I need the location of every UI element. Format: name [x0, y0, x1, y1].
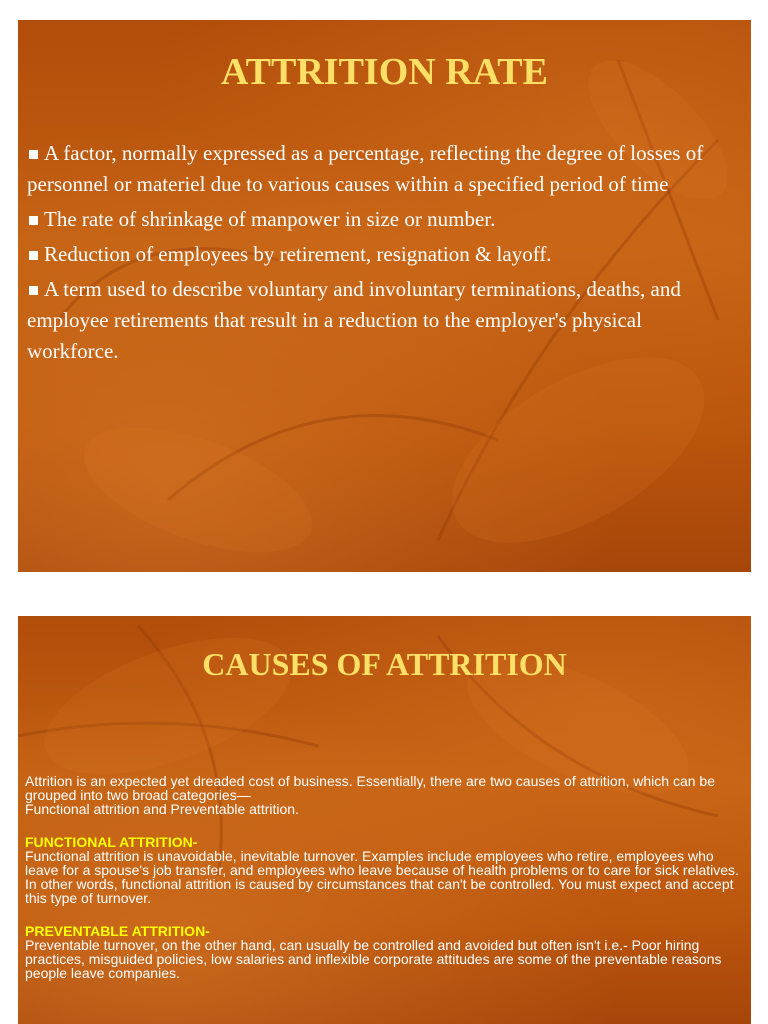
slide-body [25, 774, 747, 980]
list-item: A factor, normally expressed as a percentage, reflecting the degree of losses of personnel or materiel due to various causes within a specified period of time [27, 141, 704, 196]
list-item: Reduction of employees by retirement, resignation & layoff. [27, 239, 727, 270]
square-bullet-icon [29, 286, 38, 295]
list-item: A term used to describe voluntary and involuntary terminations, deaths, and employee retirements that result in a reduction to the employer's physical workforce. [27, 277, 681, 363]
functional-attrition-heading: FUNCTIONAL ATTRITION- [25, 834, 198, 850]
bullet-list [27, 138, 727, 371]
slide-causes-of-attrition [18, 616, 751, 1024]
square-bullet-icon [29, 251, 38, 260]
preventable-attrition-heading: PREVENTABLE ATTRITION- [25, 923, 210, 939]
list-item: The rate of shrinkage of manpower in size or number. [27, 204, 727, 235]
slide-title: CAUSES OF ATTRITION [202, 646, 567, 682]
square-bullet-icon [29, 150, 38, 159]
slide-title: ATTRITION RATE [221, 51, 548, 93]
functional-attrition-text: Functional attrition is unavoidable, inevitable turnover. Examples include employees who retire, employees who leave for a spouse's job transfer, and employees who leave because of health problems or to care for sick relatives. In other words, functional attrition is caused by circumstances that can't be controlled. You must expect and accept this type of turnover. [25, 848, 739, 906]
intro-categories: Functional attrition and Preventable attrition. [25, 801, 299, 817]
preventable-attrition-text: Preventable turnover, on the other hand, can usually be controlled and avoided but often isn't i.e.- Poor hiring practices, misguided policies, low salaries and inflexible corporate attitudes are some of the preventable reasons people leave companies. [25, 937, 722, 981]
slide-attrition-rate [18, 20, 751, 572]
square-bullet-icon [29, 216, 38, 225]
intro-paragraph: Attrition is an expected yet dreaded cost of business. Essentially, there are two causes of attrition, which can be grouped into two broad categories— [25, 773, 715, 803]
